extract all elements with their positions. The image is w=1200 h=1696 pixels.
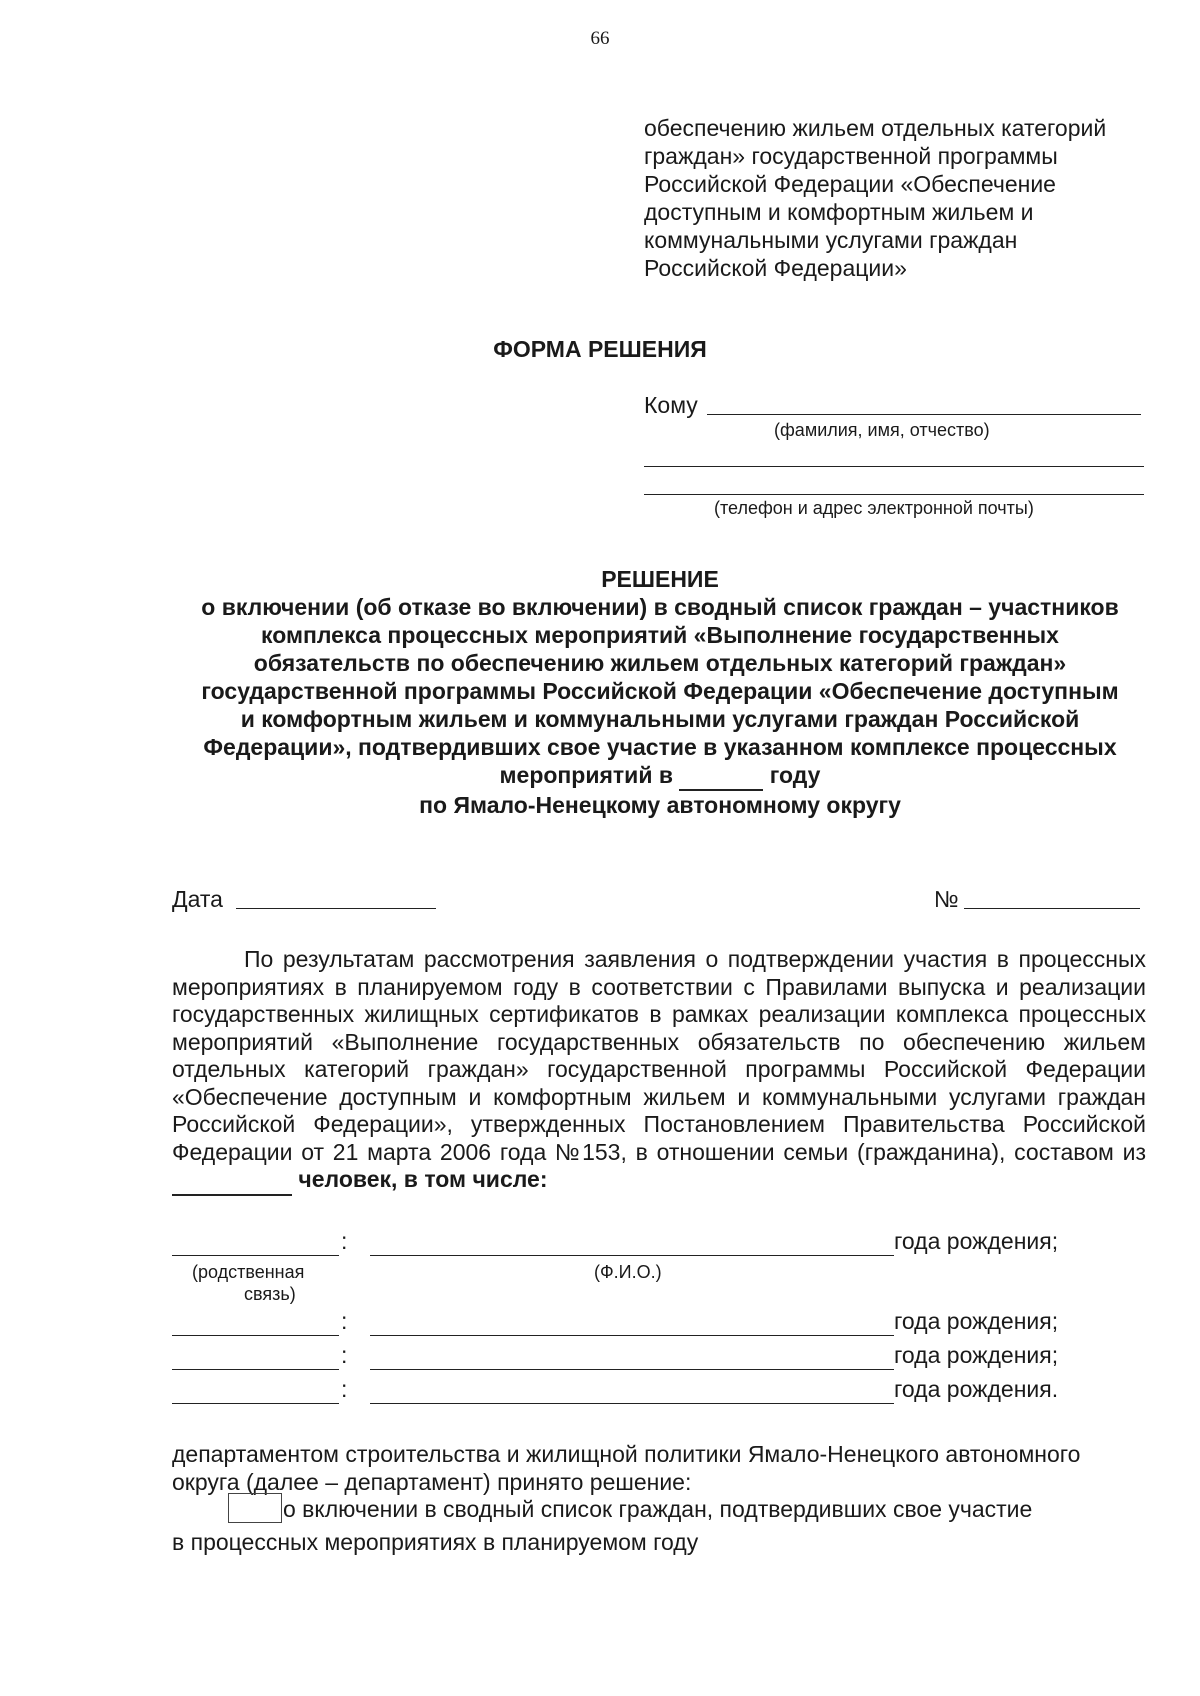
decision-line: государственной программы Российской Федерации «Обеспечение доступным [201,678,1119,704]
body-paragraph-text: По результатам рассмотрения заявления о подтверждении участия в процессных мероприятиях в планируемом году в соответствии с Правилами выпуска и реализации государственных жилищных сертификатов в рамках реализации комплекса процессных мероприятий «Выполнение государственных обязательств по обеспечению жильем отдельных категорий граждан» государственной программы Российской Федерации «Обеспечение доступным и комфортным жильем и коммунальными услугами граждан Российской Федерации», утвержденных Постановлением Правительства Российской Федерации от 21 марта 2006 года №153, в отношении семьи (гражданина), составом из [172,946,1146,1165]
row-suffix: года рождения. [894,1376,1059,1402]
year-blank [679,761,763,791]
relation-caption: связь) [244,1284,296,1304]
colon: : [341,1308,348,1334]
date-label: Дата [172,886,223,912]
department-text: округа (далее – департамент) принято решение: [172,1469,692,1495]
relation-line [172,1255,339,1256]
decision-year-prefix: мероприятий в [499,762,673,788]
recipient-name-line [707,414,1141,415]
header-line: граждан» государственной программы [644,143,1058,169]
recipient-label: Кому [644,392,698,418]
decision-line: обязательств по обеспечению жильем отдельных категорий граждан» [253,650,1067,676]
include-checkbox[interactable] [228,1493,282,1523]
fio-line [370,1255,894,1256]
relation-line [172,1369,339,1370]
decision-year-suffix: году [769,762,821,788]
decision-year-line [160,761,1160,791]
row-suffix: года рождения; [894,1342,1059,1368]
fio-line [370,1369,894,1370]
decision-line: о включении (об отказе во включении) в сводный список граждан – участников [201,594,1119,620]
page-number: 66 [590,28,610,49]
header-line: доступным и комфортным жильем и [644,199,1034,225]
decision-line: комплекса процессных мероприятий «Выполнение государственных [261,622,1059,648]
decision-line: Федерации», подтвердивших свое участие в указанном комплексе процессных [203,734,1117,760]
relation-caption: (родственная [192,1262,305,1282]
header-line: Российской Федерации «Обеспечение [644,171,1056,197]
fio-line [370,1335,894,1336]
family-count-blank [172,1166,292,1196]
number-line [964,908,1140,909]
header-line: обеспечению жильем отдельных категорий [644,115,1107,141]
recipient-contact-caption: (телефон и адрес электронной почты) [714,498,1034,518]
decision-last-line: по Ямало-Ненецкому автономному округу [419,792,901,818]
decision-line: и комфортным жильем и коммунальными услугами граждан Российской [240,706,1080,732]
relation-line [172,1403,339,1404]
number-label: № [934,886,959,912]
recipient-name-caption: (фамилия, имя, отчество) [774,420,990,440]
decision-title: РЕШЕНИЕ [601,566,719,592]
department-text: департаментом строительства и жилищной политики Ямало-Ненецкого автономного [172,1441,1081,1467]
body-bold-tail: человек, в том числе: [298,1166,548,1192]
decision-heading [160,565,1160,819]
fio-caption: (Ф.И.О.) [594,1262,662,1282]
row-suffix: года рождения; [894,1228,1059,1254]
relation-line [172,1335,339,1336]
fio-line [370,1403,894,1404]
header-block [644,114,1164,282]
recipient-contact-line [644,494,1144,495]
recipient-address-line [644,466,1144,467]
colon: : [341,1376,348,1402]
header-line: Российской Федерации» [644,255,907,281]
colon: : [341,1228,348,1254]
body-paragraph [172,946,1146,1196]
colon: : [341,1342,348,1368]
date-line [236,908,436,909]
row-suffix: года рождения; [894,1308,1059,1334]
option-text: в процессных мероприятиях в планируемом году [172,1529,699,1555]
form-title: ФОРМА РЕШЕНИЯ [493,336,707,362]
header-line: коммунальными услугами граждан [644,227,1018,253]
option-text: о включении в сводный список граждан, подтвердивших свое участие [283,1496,1033,1522]
